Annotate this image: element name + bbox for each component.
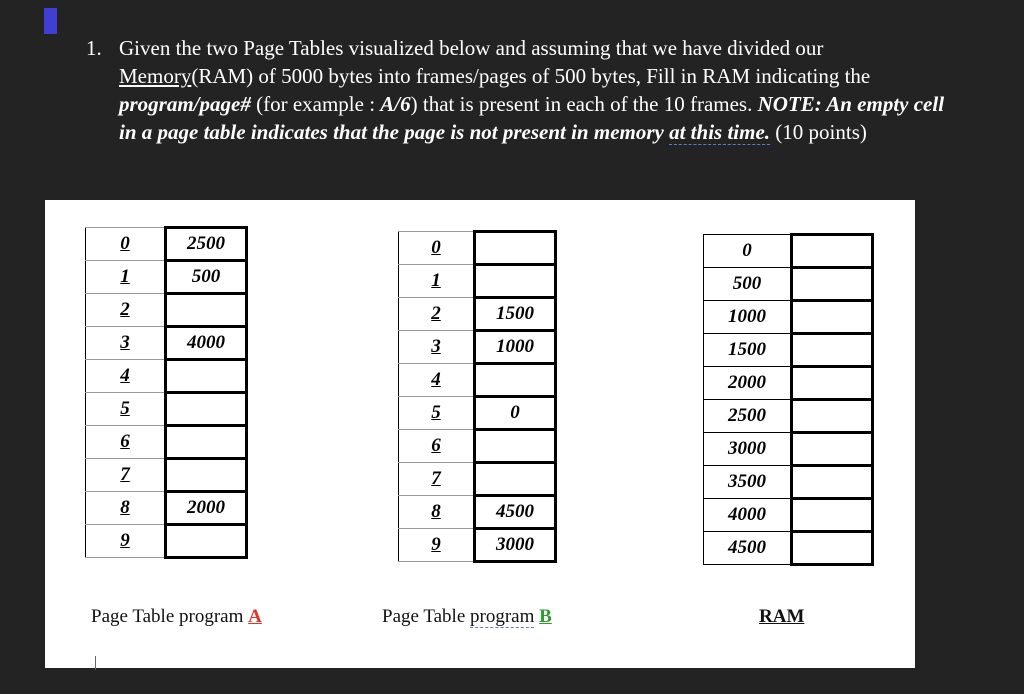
memory-word: Memory [119,64,192,88]
table-row: 2 [86,294,247,327]
ram-frame-cell[interactable] [792,400,873,433]
table-row: 7 [399,463,556,496]
table-row: 8 4500 [399,496,556,529]
ram-frame-cell[interactable] [792,433,873,466]
question-part2: (RAM) of 5000 bytes into frames/pages of 500 bytes, Fill in RAM indicating the [191,64,871,88]
table-row: 5 [86,393,247,426]
ram-frame-cell[interactable] [792,532,873,565]
program-a-label: A [248,606,262,627]
text-cursor-marker [44,8,57,34]
table-row: 4 [399,364,556,397]
points-text: (10 points) [770,120,867,144]
table-row: 1 [399,265,556,298]
table-row: 0 2500 [86,228,247,261]
program-b-label: B [539,606,552,627]
ram-frame-cell[interactable] [792,367,873,400]
table-row: 1000 [704,301,873,334]
caption-ram: RAM [759,606,805,627]
table-row: 8 2000 [86,492,247,525]
note-tail: at this time. [669,120,771,144]
table-row: 3 1000 [399,331,556,364]
table-row: 1 500 [86,261,247,294]
table-row: 6 [399,430,556,463]
table-row: 1500 [704,334,873,367]
caption-program-a: Page Table program A [91,606,262,627]
caption-program-b: Page Table program B [382,606,552,627]
table-row: 4 [86,360,247,393]
ram-frame-cell[interactable] [792,235,873,268]
table-row: 9 [86,525,247,558]
program-word: program [470,606,535,627]
table-row: 3 4000 [86,327,247,360]
table-row: 4500 [704,532,873,565]
question-part4: ) that is present in each of the 10 frames. [410,92,758,116]
table-row: 2500 [704,400,873,433]
ram-frame-cell[interactable] [792,268,873,301]
table-row: 7 [86,459,247,492]
table-row: 0 [704,235,873,268]
question-part3: (for example : [250,92,381,116]
page-table-b [398,230,557,563]
page-table-a [85,226,248,559]
question-part1: Given the two Page Tables visualized below and assuming that we have divided our [119,36,824,60]
ram-frame-cell[interactable] [792,466,873,499]
question-text [119,34,959,146]
ram-frame-cell[interactable] [792,301,873,334]
document-sheet [45,200,915,668]
table-row: 9 3000 [399,529,556,562]
question-number: 1. [86,36,102,60]
ram-frame-cell[interactable] [792,334,873,367]
example-value: A/6 [380,92,411,116]
table-row: 6 [86,426,247,459]
margin-tick [95,656,96,670]
ram-frame-cell[interactable] [792,499,873,532]
table-row: 2 1500 [399,298,556,331]
table-row: 500 [704,268,873,301]
table-row: 2000 [704,367,873,400]
ram-table [703,233,874,566]
program-page-term: program/page# [119,92,251,116]
note-text: NOTE: An empty cell in a page table indicates that the page is not present in memory [119,92,945,144]
table-row: 5 0 [399,397,556,430]
table-row: 3000 [704,433,873,466]
table-row: 3500 [704,466,873,499]
table-row: 4000 [704,499,873,532]
table-row: 0 [399,232,556,265]
